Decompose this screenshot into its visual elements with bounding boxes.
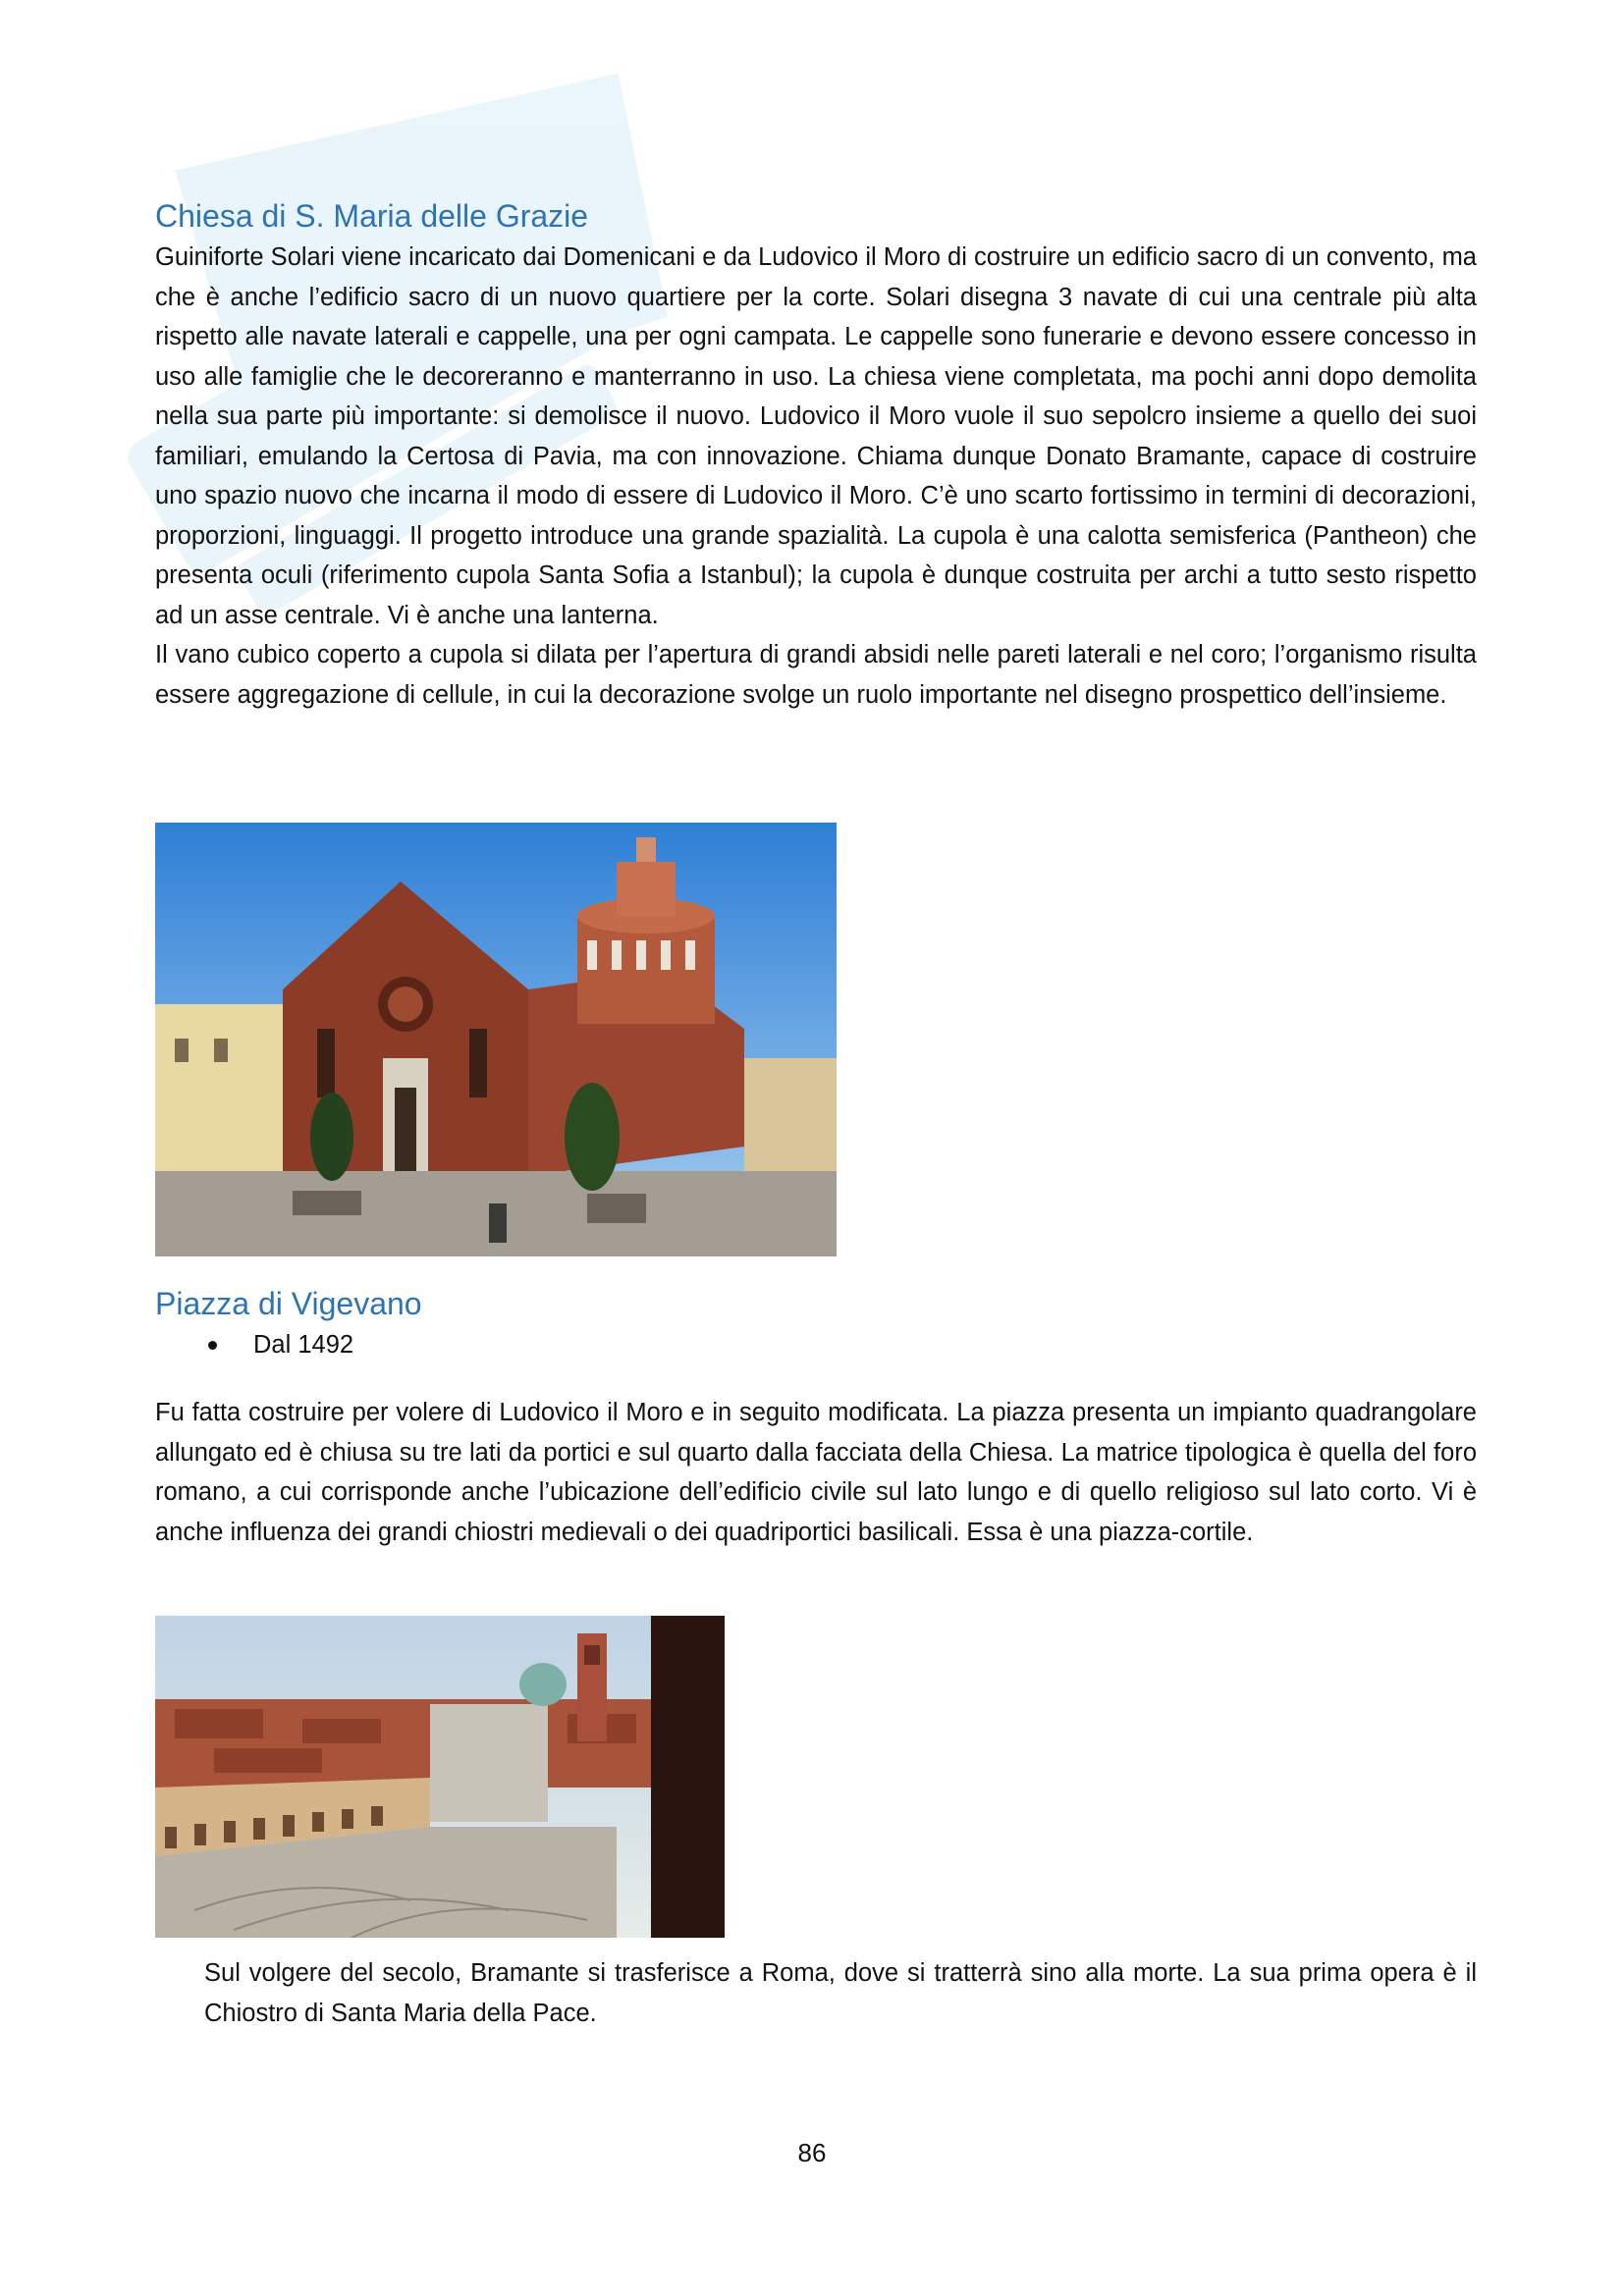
body-paragraph-chiesa-2: Il vano cubico coperto a cupola si dilata per l’apertura di grandi absidi nelle pareti laterali e nel coro; l’organismo risulta essere aggregazione di cellule, in cui la decorazione svolge un ruolo importante nel disegno prospettico dell’insieme. [155, 641, 1477, 709]
body-paragraph-bramante-roma: Sul volgere del secolo, Bramante si trasferisce a Roma, dove si tratterrà sino alla morte. La sua prima opera è il Chiostro di Santa Maria della Pace. [204, 1959, 1477, 2027]
section-heading-vigevano: Piazza di Vigevano [155, 1286, 422, 1321]
bullet-list [155, 1325, 1477, 1364]
body-paragraph-vigevano: Fu fatta costruire per volere di Ludovico il Moro e in seguito modificata. La piazza presenta un impianto quadrangolare allungato ed è chiusa su tre lati da portici e sul quarto dalla facciata della Chiesa. La matrice tipologica è quella del foro romano, a cui corrisponde anche l’ubicazione dell’edificio civile sul lato lungo e di quello religioso sul lato corto. Vi è anche influenza dei grandi chiostri medievali o dei quadriportici basilicali. Essa è una piazza-cortile. [155, 1399, 1477, 1546]
bullet-text: Dal 1492 [253, 1331, 354, 1359]
bullet-icon [208, 1341, 217, 1350]
body-paragraph-chiesa-1: Guiniforte Solari viene incaricato dai Domenicani e da Ludovico il Moro di costruire un edificio sacro di un convento, ma che è anche l’edificio sacro di un nuovo quartiere per la corte. Solari disegna 3 navate di cui una centrale più alta rispetto alle navate laterali e cappelle, una per ogni campata. Le cappelle sono funerarie e devono essere concesso in uso alle famiglie che le decoreranno e manterranno in uso. La chiesa viene completata, ma pochi anni dopo demolita nella sua parte più importante: si demolisce il nuovo. Ludovico il Moro vuole il suo sepolcro insieme a quello dei suoi familiari, emulando la Certosa di Pavia, ma con innovazione. Chiama dunque Donato Bramante, capace di costruire uno spazio nuovo che incarna il modo di essere di Ludovico il Moro. C’è uno scarto fortissimo in termini di decorazioni, proporzioni, linguaggi. Il progetto introduce una grande spazialità. La cupola è una calotta semisferica (Pantheon) che presenta oculi (riferimento cupola Santa Sofia a Istanbul); la cupola è dunque costruita per archi a tutto sesto rispetto ad un asse centrale. Vi è anche una lanterna. [155, 243, 1477, 629]
page-number: 86 [797, 2138, 827, 2167]
bullet-item [155, 1325, 1477, 1364]
photo-santa-maria-delle-grazie [155, 823, 837, 1256]
section-heading-chiesa: Chiesa di S. Maria delle Grazie [155, 198, 589, 234]
photo-piazza-vigevano [155, 1616, 725, 1938]
